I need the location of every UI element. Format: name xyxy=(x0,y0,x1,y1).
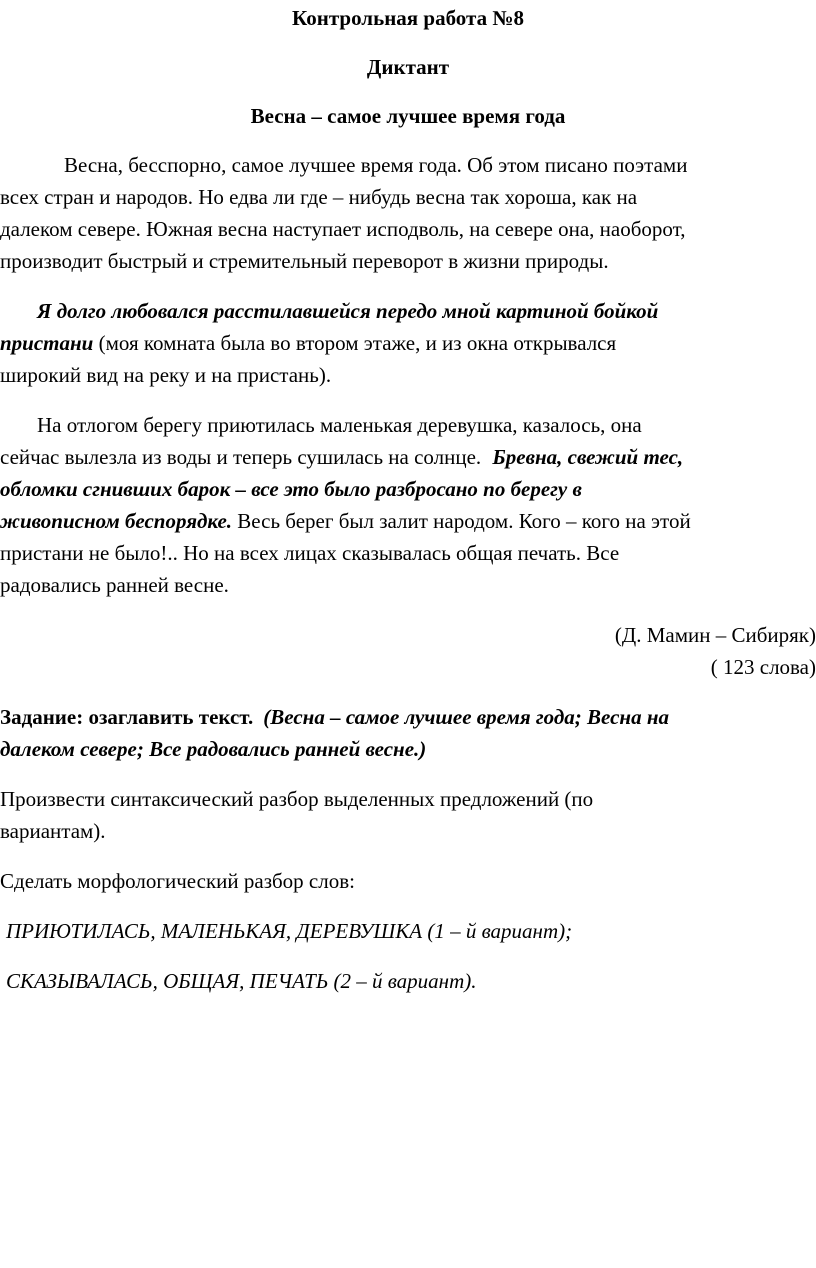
title-options: (Весна – самое лучшее время года; Весна на xyxy=(263,705,669,729)
word-count: ( 123 слова) xyxy=(710,655,816,679)
highlighted-sentence-end: живописном беспорядке. xyxy=(0,509,233,533)
variant-2-words: СКАЗЫВАЛАСЬ, ОБЩАЯ, ПЕЧАТЬ (2 – й вариант). xyxy=(6,969,477,993)
paragraph-line: пристани не было!.. Но на всех лицах сказывалась общая печать. Все xyxy=(0,541,620,565)
paragraph-line: всех стран и народов. Но едва ли где – нибудь весна так хороша, как на xyxy=(0,185,638,209)
text-heading: Весна – самое лучшее время года xyxy=(250,104,566,128)
task-label: Задание: озаглавить текст. xyxy=(0,705,254,729)
paragraph-line: производит быстрый и стремительный переворот в жизни природы. xyxy=(0,249,609,273)
paragraph-text: сейчас вылезла из воды и теперь сушилась на солнце. xyxy=(0,445,487,469)
paragraph-line: широкий вид на реку и на пристань). xyxy=(0,363,332,387)
doc-subtitle: Диктант xyxy=(366,55,450,79)
morph-task-intro: Сделать морфологический разбор слов: xyxy=(0,869,355,893)
highlighted-sentence-line: обломки сгнивших барок – все это было разбросано по берегу в xyxy=(0,477,582,501)
syntax-task-line: вариантам). xyxy=(0,819,106,843)
task-line xyxy=(0,704,816,730)
title-options-line: далеком севере; Все радовались ранней весне.) xyxy=(0,737,427,761)
variant-1-words: ПРИЮТИЛАСЬ, МАЛЕНЬКАЯ, ДЕРЕВУШКА (1 – й вариант); xyxy=(6,919,573,943)
paragraph-line: радовались ранней весне. xyxy=(0,573,229,597)
highlighted-sentence: Бревна, свежий тес, xyxy=(492,445,684,469)
paragraph-line xyxy=(0,330,816,356)
paragraph-line: На отлогом берегу приютилась маленькая деревушка, казалось, она xyxy=(37,413,642,437)
highlighted-sentence-end: пристани xyxy=(0,331,94,355)
paragraph-line: Весна, бесспорно, самое лучшее время года. Об этом писано поэтами xyxy=(64,153,688,177)
syntax-task-line: Произвести синтаксический разбор выделенных предложений (по xyxy=(0,787,594,811)
paragraph-text: Весь берег был залит народом. Кого – кого на этой xyxy=(232,509,691,533)
paragraph-line xyxy=(0,508,816,534)
paragraph-text: (моя комната была во втором этаже, и из окна открывался xyxy=(93,331,617,355)
author-attribution: (Д. Мамин – Сибиряк) xyxy=(614,623,816,647)
highlighted-sentence: Я долго любовался расстилавшейся передо мной картиной бойкой xyxy=(37,299,659,323)
doc-title: Контрольная работа №8 xyxy=(292,6,524,30)
paragraph-line xyxy=(0,444,816,470)
paragraph-line: далеком севере. Южная весна наступает исподволь, на севере она, наоборот, xyxy=(0,217,686,241)
